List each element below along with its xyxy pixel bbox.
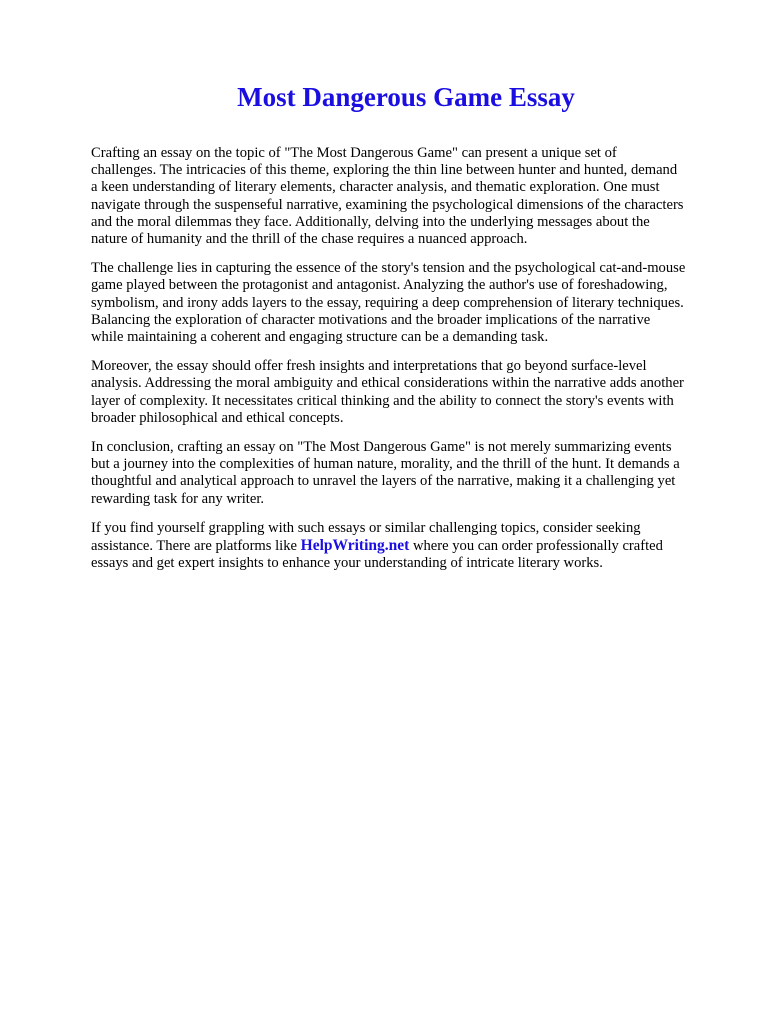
paragraph-2: The challenge lies in capturing the essence of the story's tension and the psychological cat-and-mouse game played between the protagonist and antagonist. Analyzing the author's use of foreshadowing, symbolism, and irony adds layers to the essay, requiring a deep comprehension of literary techniques. Balancing the exploration of character motivations and the broader implications of the narrative while maintaining a coherent and engaging structure can be a demanding task.: [91, 260, 686, 346]
paragraph-5-text-after-link: where you can order professionally crafted essays and get expert insights to enhance your understanding of intricate literary works.: [91, 538, 663, 572]
paragraph-5: [91, 520, 731, 573]
paragraph-1: Crafting an essay on the topic of "The Most Dangerous Game" can present a unique set of challenges. The intricacies of this theme, exploring the thin line between hunter and hunted, demand a keen understanding of literary elements, character analysis, and thematic exploration. One must navigate through the suspenseful narrative, examining the psychological dimensions of the characters and the moral dilemmas they face. Additionally, delving into the underlying messages about the nature of humanity and the thrill of the chase requires a nuanced approach.: [91, 145, 684, 248]
paragraph-3: Moreover, the essay should offer fresh insights and interpretations that go beyond surface-level analysis. Addressing the moral ambiguity and ethical considerations within the narrative adds another layer of complexity. It necessitates critical thinking and the ability to connect the story's events with broader philosophical and ethical concepts.: [91, 358, 684, 426]
document-body: [91, 145, 731, 584]
paragraph-4: In conclusion, crafting an essay on "The Most Dangerous Game" is not merely summarizing events but a journey into the complexities of human nature, morality, and the thrill of the hunt. It demands a thoughtful and analytical approach to unravel the layers of the narrative, making it a challenging yet rewarding task for any writer.: [91, 439, 680, 507]
document-title: Most Dangerous Game Essay: [237, 82, 575, 112]
helpwriting-link[interactable]: HelpWriting.net: [300, 537, 410, 555]
paragraph-5-text-before-link: If you find yourself grappling with such essays or similar challenging topics, consider seeking assistance. There are platforms like: [91, 519, 641, 555]
